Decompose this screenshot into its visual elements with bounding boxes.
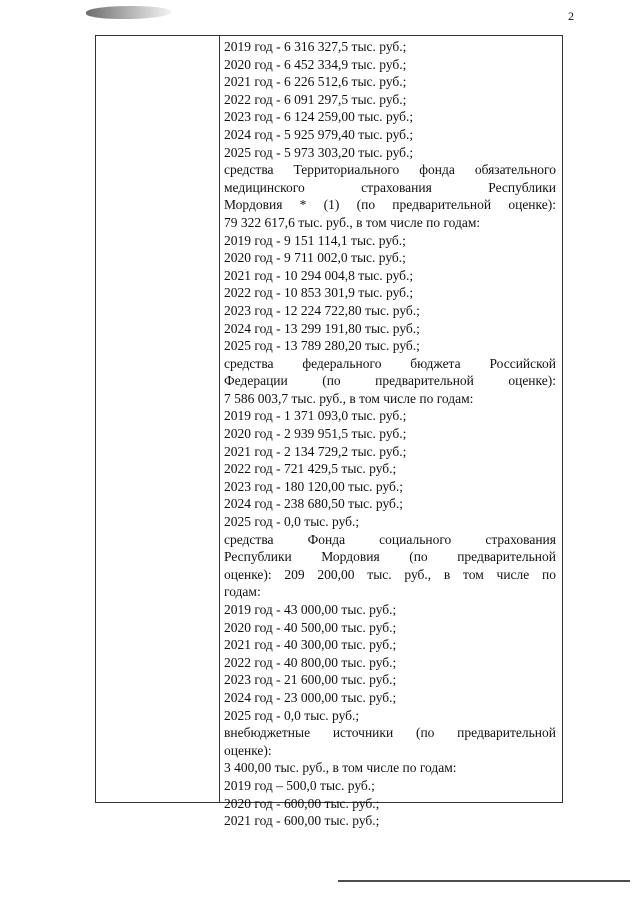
line-2019-regional-budget: 2019 год - 6 316 327,5 тыс. руб.;: [224, 39, 407, 54]
line-2024-social-fund: 2024 год - 23 000,00 тыс. руб.;: [224, 689, 397, 705]
line-2019-social-fund: 2019 год - 43 000,00 тыс. руб.;: [224, 602, 397, 617]
social-fund-heading-3: оценке): 209 200,00 тыс. руб., в том числе по: [224, 566, 556, 582]
line-2024-regional-budget: 2024 год - 5 925 979,40 тыс. руб.;: [224, 126, 414, 142]
line-2019-extra-budget: 2019 год – 500,0 тыс. руб.;: [224, 777, 375, 793]
line-2021-federal-budget: 2021 год - 2 134 729,2 тыс. руб.;: [224, 443, 407, 459]
bottom-scan-line: [338, 880, 630, 882]
line-2022-federal-budget: 2022 год - 721 429,5 тыс. руб.;: [224, 461, 397, 477]
line-2025-federal-budget: 2025 год - 0,0 тыс. руб.;: [224, 514, 360, 530]
line-2023-social-fund: 2023 год - 21 600,00 тыс. руб.;: [224, 672, 397, 688]
line-2025-regional-budget: 2025 год - 5 973 303,20 тыс. руб.;: [224, 144, 414, 160]
page-number: 2: [568, 9, 574, 23]
line-2022-oms-fund: 2022 год - 10 853 301,9 тыс. руб.;: [224, 285, 414, 301]
line-2020-oms-fund: 2020 год - 9 711 002,0 тыс. руб.;: [224, 250, 406, 266]
table-column-divider: [219, 36, 220, 802]
line-2020-social-fund: 2020 год - 40 500,00 тыс. руб.;: [224, 619, 397, 635]
line-2025-oms-fund: 2025 год - 13 789 280,20 тыс. руб.;: [224, 338, 420, 354]
oms-fund-heading-1: средства Территориального фонда обязательного: [224, 162, 556, 178]
scan-artifact-mark: [86, 6, 172, 19]
line-2020-regional-budget: 2020 год - 6 452 334,9 тыс. руб.;: [224, 56, 407, 72]
line-2019-federal-budget: 2019 год - 1 371 093,0 тыс. руб.;: [224, 408, 407, 424]
oms-fund-heading-3: Мордовия * (1) (по предварительной оценке):: [224, 197, 556, 213]
extra-budget-heading-2: оценке):: [224, 742, 272, 758]
federal-budget-total: 7 586 003,7 тыс. руб., в том числе по годам:: [224, 390, 474, 406]
funding-details-cell: [224, 38, 556, 830]
line-2022-regional-budget: 2022 год - 6 091 297,5 тыс. руб.;: [224, 91, 407, 107]
federal-budget-heading-1: средства федерального бюджета Российской: [224, 355, 556, 371]
line-2025-social-fund: 2025 год - 0,0 тыс. руб.;: [224, 707, 360, 723]
line-2023-federal-budget: 2023 год - 180 120,00 тыс. руб.;: [224, 478, 404, 494]
line-2019-oms-fund: 2019 год - 9 151 114,1 тыс. руб.;: [224, 232, 406, 248]
funding-table: [95, 35, 563, 829]
social-fund-heading-2: Республики Мордовия (по предварительной: [224, 549, 556, 565]
line-2021-social-fund: 2021 год - 40 300,00 тыс. руб.;: [224, 637, 397, 653]
federal-budget-heading-2: Федерации (по предварительной оценке):: [224, 373, 556, 389]
line-2021-extra-budget: 2021 год - 600,00 тыс. руб.;: [224, 813, 380, 829]
line-2021-regional-budget: 2021 год - 6 226 512,6 тыс. руб.;: [224, 74, 407, 90]
extra-budget-total: 3 400,00 тыс. руб., в том числе по годам:: [224, 760, 457, 776]
line-2024-federal-budget: 2024 год - 238 680,50 тыс. руб.;: [224, 496, 404, 512]
social-fund-heading-4: годам:: [224, 584, 261, 600]
oms-fund-total: 79 322 617,6 тыс. руб., в том числе по годам:: [224, 214, 481, 230]
oms-fund-heading-2: медицинского страхования Республики: [224, 179, 556, 195]
social-fund-heading-1: средства Фонда социального страхования: [224, 531, 556, 547]
line-2020-extra-budget: 2020 год - 600,00 тыс. руб.;: [224, 795, 380, 811]
extra-budget-heading-1: внебюджетные источники (по предварительной: [224, 725, 556, 741]
line-2024-oms-fund: 2024 год - 13 299 191,80 тыс. руб.;: [224, 320, 420, 336]
line-2021-oms-fund: 2021 год - 10 294 004,8 тыс. руб.;: [224, 267, 414, 283]
line-2020-federal-budget: 2020 год - 2 939 951,5 тыс. руб.;: [224, 426, 407, 442]
line-2023-regional-budget: 2023 год - 6 124 259,00 тыс. руб.;: [224, 109, 414, 125]
line-2023-oms-fund: 2023 год - 12 224 722,80 тыс. руб.;: [224, 302, 420, 318]
line-2022-social-fund: 2022 год - 40 800,00 тыс. руб.;: [224, 654, 397, 670]
